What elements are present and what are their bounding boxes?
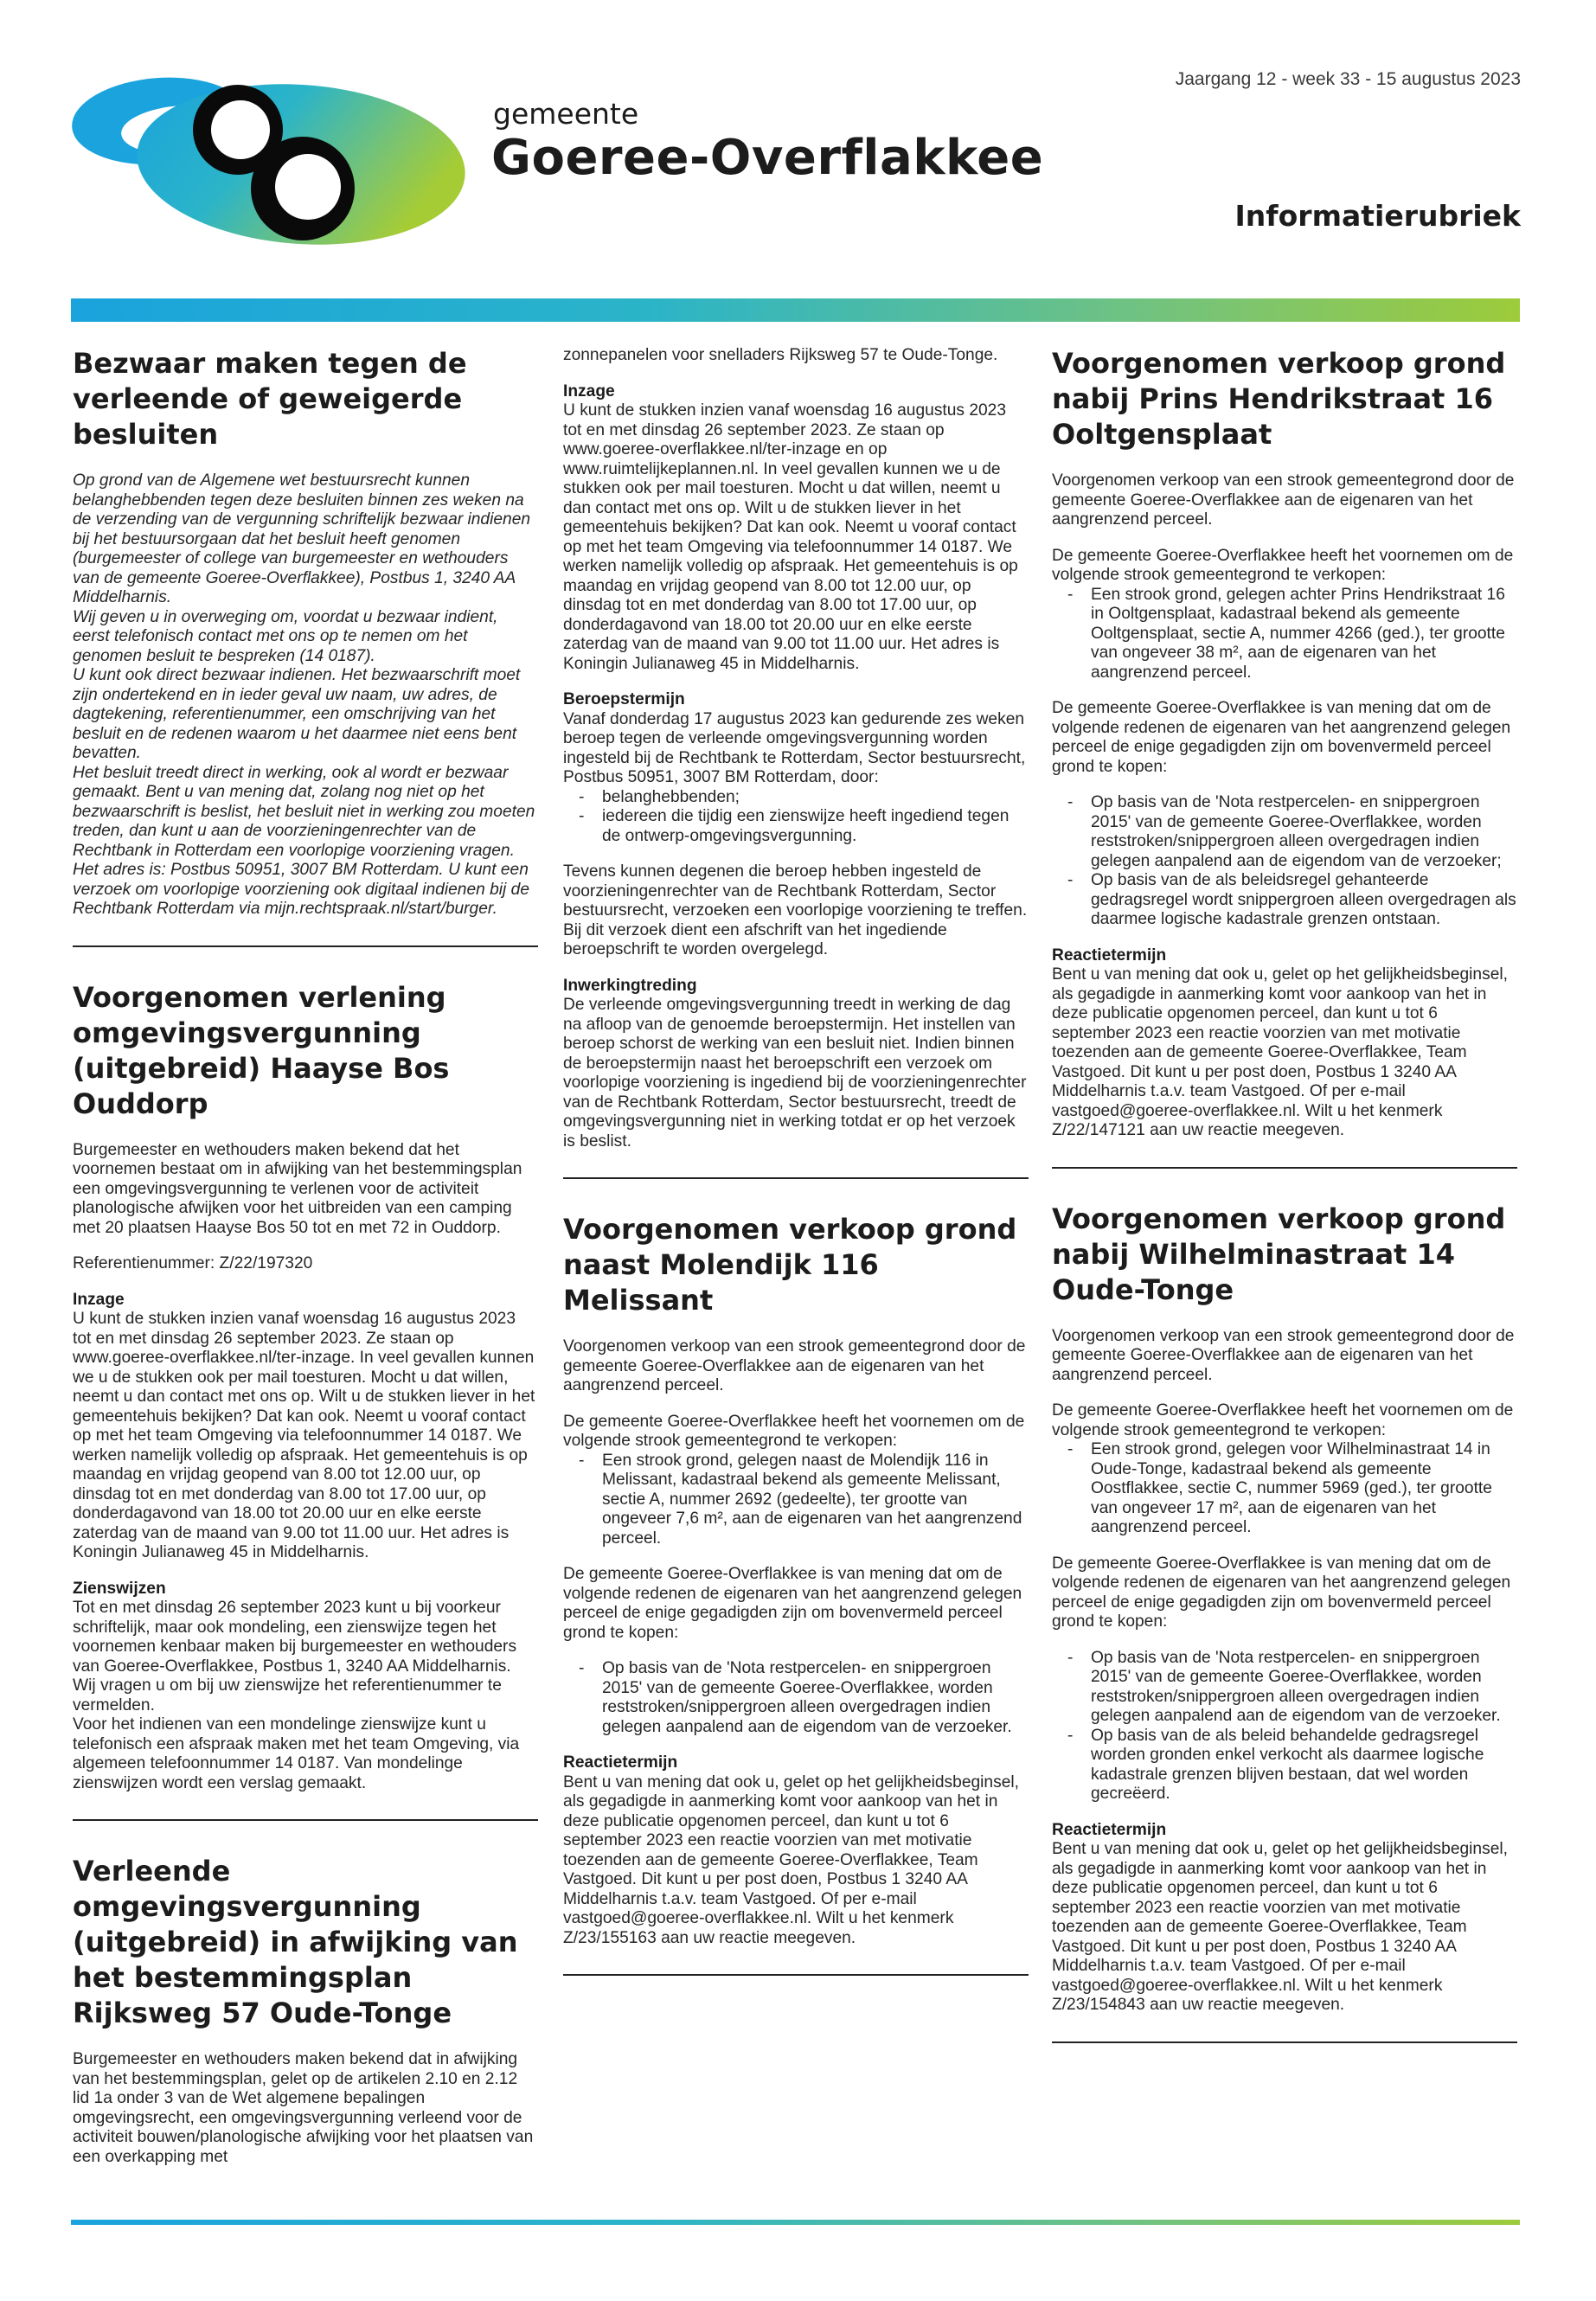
- article-divider: [563, 1177, 1029, 1179]
- paragraph: De gemeente Goeree-Overflakkee is van mening dat om de volgende redenen de eigenaren van het aangrenzend gelegen perceel de enige gegadigden zijn om bovenvermeld perceel grond te kopen:: [1052, 1554, 1511, 1631]
- subheading: Reactietermijn: [1052, 1820, 1167, 1839]
- bullet-list: [1052, 1440, 1517, 1538]
- article-divider: [563, 1974, 1029, 1976]
- paragraph: Wij geven u in overweging om, voordat u bezwaar indient, eerst telefonisch contact met ons op te nemen om het genomen besluit te bespreken (14 0187).: [73, 607, 498, 665]
- edition-info: Jaargang 12 - week 33 - 15 augustus 2023: [1175, 69, 1521, 89]
- paragraph: Voorgenomen verkoop van een strook gemeentegrond door de gemeente Goeree-Overflakkee aan de eigenaren van het aangrenzend perceel.: [1052, 471, 1515, 529]
- paragraph: Voorgenomen verkoop van een strook gemeentegrond door de gemeente Goeree-Overflakkee aan de eigenaren van het aangrenzend perceel.: [563, 1337, 1026, 1394]
- subheading: Beroepstermijn: [563, 690, 685, 708]
- bullet-list: [1052, 586, 1517, 683]
- article-divider: [1052, 1167, 1517, 1169]
- paragraph: De gemeente Goeree-Overflakkee heeft het voornemen om de volgende strook gemeentegrond te verkopen:: [563, 1412, 1025, 1450]
- paragraph: Tot en met dinsdag 26 september 2023 kunt u bij voorkeur schriftelijk, maar ook mondeling, een zienswijze tegen het voornemen kenbaar maken bij burgemeester en wethouders van Goeree-Overflakkee, Postbus 1, 3240 AA Middelharnis. Wij vragen u om bij uw zienswijze het referentienummer te vermelden.: [73, 1599, 517, 1715]
- footer-gradient-bar: [71, 2220, 1520, 2225]
- article-title: Voorgenomen verlening omgevingsvergunning (uitgebreid) Haayse Bos Ouddorp: [73, 980, 450, 1120]
- header-gradient-bar: [71, 298, 1520, 322]
- subheading: Inzage: [73, 1290, 125, 1309]
- list-item: - Op basis van de 'Nota restpercelen- en snippergroen 2015' van de gemeente Goeree-Overflakkee, worden reststroken/snippergroen alleen overgedragen indien gelegen aanpalend aan de eigendom van de verzoeker;: [1091, 793, 1517, 871]
- column-right: [1052, 346, 1517, 2076]
- paragraph: De gemeente Goeree-Overflakkee heeft het voornemen om de volgende strook gemeentegrond te verkopen:: [1052, 1401, 1514, 1439]
- column-middle: [563, 346, 1029, 2009]
- paragraph: U kunt de stukken inzien vanaf woensdag 16 augustus 2023 tot en met dinsdag 26 september 2023. Ze staan op www.goeree-overflakkee.nl/ter-inzage en op www.ruimtelijkeplannen.nl. In veel gevallen kunnen we u de stukken ook per mail toesturen. Mocht u dat willen, neemt u dan contact met ons op. Wilt u de stukken liever in het gemeentehuis bekijken? Dat kan ook. Neemt u vooraf contact op met het team Omgeving via telefoonnummer 14 0187. We werken namelijk volledig op afspraak. Het gemeentehuis is op maandag en vrijdag geopend van 8.00 tot 12.00 uur, op dinsdag tot en met donderdag van 8.00 tot 17.00 uur, op donderdagavond van 18.00 tot 20.00 uur en elke eerste zaterdag van de maand van 9.00 tot 11.00 uur. Het adres is Koningin Julianaweg 45 in Middelharnis.: [563, 401, 1018, 673]
- list-item: - Op basis van de als beleidsregel gehanteerde gedragsregel wordt snippergroen alleen overgedragen als daarmee logische kadastrale grenzen ontstaan.: [1091, 871, 1517, 930]
- subheading: Reactietermijn: [563, 1753, 678, 1772]
- list-item: - Op basis van de 'Nota restpercelen- en snippergroen 2015' van de gemeente Goeree-Overflakkee, worden reststroken/snippergroen alleen overgedragen indien gelegen aanpalend aan de eigendom van de verzoeker.: [1091, 1649, 1517, 1727]
- article-title: Voorgenomen verkoop grond naast Molendijk 116 Melissant: [563, 1213, 1017, 1317]
- list-item: - iedereen die tijdig een zienswijze heeft ingediend tegen de ontwerp-omgevingsvergunning.: [602, 807, 1029, 846]
- municipality-prefix: gemeente: [493, 97, 639, 131]
- paragraph: De verleende omgevingsvergunning treedt in werking de dag na afloop van de genoemde beroepstermijn. Het instellen van beroep schorst de werking van een besluit niet. Indien binnen de beroepstermijn naast het beroepschrift een verzoek om voorlopige voorziening is ingediend bij de voorzieningenrechter van de Rechtbank Rotterdam, Sector bestuursrecht, treedt de omgevingsvergunning niet in werking totdat er op het verzoek is beslist.: [563, 996, 1027, 1150]
- article-title: Verleende omgevingsvergunning (uitgebreid) in afwijking van het bestemmingsplan Rijksweg 57 Oude-Tonge: [73, 1855, 518, 2029]
- list-item: - Op basis van de als beleid behandelde gedragsregel worden gronden enkel verkocht als daarmee logische kadastrale grenzen blijven bestaan, dat wel worden gecreëerd.: [1091, 1727, 1517, 1804]
- paragraph: Burgemeester en wethouders maken bekend dat in afwijking van het bestemmingsplan, gelet op de artikelen 2.10 en 2.12 lid 1a onder 3 van de Wet algemene bepalingen omgevingsrecht, een omgevingsvergunning verleend voor de activiteit bouwen/planologische afwijking voor het plaatsen van een overkapping met: [73, 2050, 534, 2166]
- section-title: Informatierubriek: [1234, 199, 1521, 233]
- paragraph: Voorgenomen verkoop van een strook gemeentegrond door de gemeente Goeree-Overflakkee aan de eigenaren van het aangrenzend perceel.: [1052, 1326, 1515, 1384]
- paragraph: De gemeente Goeree-Overflakkee is van mening dat om de volgende redenen de eigenaren van het aangrenzend gelegen perceel de enige gegadigden zijn om bovenvermeld perceel grond te kopen:: [563, 1565, 1022, 1642]
- municipality-logo: [69, 67, 467, 249]
- paragraph: Bent u van mening dat ook u, gelet op het gelijkheidsbeginsel, als gegadigde in aanmerking komt voor aankoop van het in deze publicatie opgenomen perceel, dan kunt u tot 6 september 2023 een reactie voorzien van met motivatie toezenden aan de gemeente Goeree-Overflakkee, Team Vastgoed. Dit kunt u per post doen, Postbus 1 3240 AA Middelharnis t.a.v. team Vastgoed. Of per e-mail vastgoed@goeree-overflakkee.nl. Wilt u het kenmerk Z/22/147121 aan uw reactie meegeven.: [1052, 965, 1508, 1139]
- list-item: - Een strook grond, gelegen achter Prins Hendrikstraat 16 in Ooltgensplaat, kadastraal bekend als gemeente Ooltgensplaat, sectie A, nummer 4266 (ged.), ter grootte van ongeveer 38 m², aan de eigenaren van het aangrenzend perceel.: [1091, 586, 1517, 683]
- paragraph: Bent u van mening dat ook u, gelet op het gelijkheidsbeginsel, als gegadigde in aanmerking komt voor aankoop van het in deze publicatie opgenomen perceel, dan kunt u tot 6 september 2023 een reactie voorzien van met motivatie toezenden aan de gemeente Goeree-Overflakkee, Team Vastgoed. Dit kunt u per post doen, Postbus 1 3240 AA Middelharnis t.a.v. team Vastgoed. Of per e-mail vastgoed@goeree-overflakkee.nl. Wilt u het kenmerk Z/23/155163 aan uw reactie meegeven.: [563, 1772, 1019, 1947]
- bullet-list: [563, 1452, 1029, 1549]
- bullet-list: [563, 1659, 1029, 1737]
- paragraph: zonnepanelen voor snelladers Rijksweg 57 te Oude-Tonge.: [563, 346, 998, 364]
- paragraph: U kunt ook direct bezwaar indienen. Het bezwaarschrift moet zijn ondertekend en in ieder geval uw naam, uw adres, de dagtekening, referentienummer, een omschrijving van het besluit en de redenen waarom u het daarmee niet eens bent bevatten.: [73, 666, 521, 762]
- article-divider: [73, 945, 538, 947]
- paragraph: Burgemeester en wethouders maken bekend dat het voornemen bestaat om in afwijking van het bestemmingsplan een omgevingsvergunning te verlenen voor de activiteit planologische afwijken voor het uitbreiden van een camping met 20 plaatsen Haayse Bos 50 tot en met 72 in Ouddorp.: [73, 1140, 522, 1237]
- bullet-list: [563, 788, 1029, 847]
- subheading: Zienswijzen: [73, 1579, 166, 1598]
- paragraph: Voor het indienen van een mondelinge zienswijze kunt u telefonisch een afspraak maken met het team Omgeving, via algemeen telefoonnummer 14 0187. Van mondelinge zienswijzen wordt een verslag gemaakt.: [73, 1715, 520, 1792]
- paragraph: U kunt de stukken inzien vanaf woensdag 16 augustus 2023 tot en met dinsdag 26 september 2023. Ze staan op www.goeree-overflakkee.nl/ter-inzage. In veel gevallen kunnen we u de stukken ook per mail toesturen. Mocht u dat willen, neemt u dan contact met ons op. Wilt u de stukken liever in het gemeentehuis bekijken? Dat kan ook. Neemt u vooraf contact op met het team Omgeving via telefoonnummer 14 0187. We werken namelijk volledig op afspraak. Het gemeentehuis is op maandag en vrijdag geopend van 8.00 tot 12.00 uur, op dinsdag tot en met donderdag van 8.00 tot 17.00 uur, op donderdagavond van 18.00 tot 20.00 uur en elke eerste zaterdag van de maand van 9.00 tot 11.00 uur. Het adres is Koningin Julianaweg 45 in Middelharnis.: [73, 1310, 535, 1561]
- subheading: Inzage: [563, 381, 615, 401]
- paragraph: De gemeente Goeree-Overflakkee is van mening dat om de volgende redenen de eigenaren van het aangrenzend gelegen perceel de enige gegadigden zijn om bovenvermeld perceel grond te kopen:: [1052, 699, 1511, 776]
- paragraph: Op grond van de Algemene wet bestuursrecht kunnen belanghebbenden tegen deze besluiten binnen zes weken na de verzending van de vergunning schriftelijk bezwaar indienen bij het bestuursorgaan dat het besluit heeft genomen (burgemeester of college van burgemeester en wethouders van de gemeente Goeree-Overflakkee), Postbus 1, 3240 AA Middelharnis.: [73, 471, 531, 606]
- bullet-list: [1052, 793, 1517, 930]
- paragraph: De gemeente Goeree-Overflakkee heeft het voornemen om de volgende strook gemeentegrond te verkopen:: [1052, 546, 1514, 584]
- list-item: - Een strook grond, gelegen naast de Molendijk 116 in Melissant, kadastraal bekend als gemeente Melissant, sectie A, nummer 2692 (gedeelte), ter grootte van ongeveer 7,6 m², aan de eigenaren van het aangrenzend perceel.: [602, 1452, 1029, 1549]
- paragraph: Tevens kunnen degenen die beroep hebben ingesteld de voorzieningenrechter van de Rechtbank Rotterdam, Sector bestuursrecht, verzoeken een voorlopige voorziening te treffen. Bij dit verzoek dient een afschrift van het ingediende beroepschrift te worden overgelegd.: [563, 862, 1028, 958]
- article-title: Voorgenomen verkoop grond nabij Prins Hendrikstraat 16 Ooltgensplaat: [1052, 347, 1506, 451]
- paragraph: Bent u van mening dat ook u, gelet op het gelijkheidsbeginsel, als gegadigde in aanmerking komt voor aankoop van het in deze publicatie opgenomen perceel, dan kunt u tot 6 september 2023 een reactie voorzien van met motivatie toezenden aan de gemeente Goeree-Overflakkee, Team Vastgoed. Dit kunt u per post doen, Postbus 1 3240 AA Middelharnis t.a.v. team Vastgoed. Of per e-mail vastgoed@goeree-overflakkee.nl. Wilt u het kenmerk Z/23/154843 aan uw reactie meegeven.: [1052, 1840, 1508, 2014]
- article-title: Voorgenomen verkoop grond nabij Wilhelminastraat 14 Oude-Tonge: [1052, 1202, 1506, 1306]
- list-item: - Op basis van de 'Nota restpercelen- en snippergroen 2015' van de gemeente Goeree-Overflakkee, worden reststroken/snippergroen alleen overgedragen indien gelegen aanpalend aan de eigendom van de verzoeker.: [602, 1659, 1029, 1737]
- municipality-name: Goeree-Overflakkee: [491, 130, 1044, 186]
- bullet-list: [1052, 1649, 1517, 1804]
- column-left: [73, 346, 538, 2183]
- article-title: Bezwaar maken tegen de verleende of geweigerde besluiten: [73, 347, 467, 451]
- article-divider: [73, 1819, 538, 1821]
- reference-number: Referentienummer: Z/22/197320: [73, 1254, 313, 1272]
- paragraph: Het besluit treedt direct in werking, ook al wordt er bezwaar gemaakt. Bent u van mening dat, zolang nog niet op het bezwaarschrift is beslist, het besluit niet in werking zou moeten treden, dan kunt u aan de voorzieningenrechter van de Rechtbank in Rotterdam een voorlopige voorziening vragen. Het adres is: Postbus 50951, 3007 BM Rotterdam. U kunt een verzoek om voorlopige voorziening ook digitaal indienen bij de Rechtbank Rotterdam via mijn.rechtspraak.nl/start/burger.: [73, 763, 535, 918]
- subheading: Reactietermijn: [1052, 945, 1167, 965]
- paragraph: Vanaf donderdag 17 augustus 2023 kan gedurende zes weken beroep tegen de verleende omgevingsvergunning worden ingesteld bij de Rechtbank te Rotterdam, Sector bestuursrecht, Postbus 50951, 3007 BM Rotterdam, door:: [563, 709, 1026, 786]
- list-item: - Een strook grond, gelegen voor Wilhelminastraat 14 in Oude-Tonge, kadastraal bekend als gemeente Oostflakkee, sectie C, nummer 5969 (ged.), ter grootte van ongeveer 17 m², aan de eigenaren van het aangrenzend perceel.: [1091, 1440, 1517, 1538]
- article-divider: [1052, 2041, 1517, 2043]
- list-item: - belanghebbenden;: [602, 788, 1029, 808]
- subheading: Inwerkingtreding: [563, 976, 697, 995]
